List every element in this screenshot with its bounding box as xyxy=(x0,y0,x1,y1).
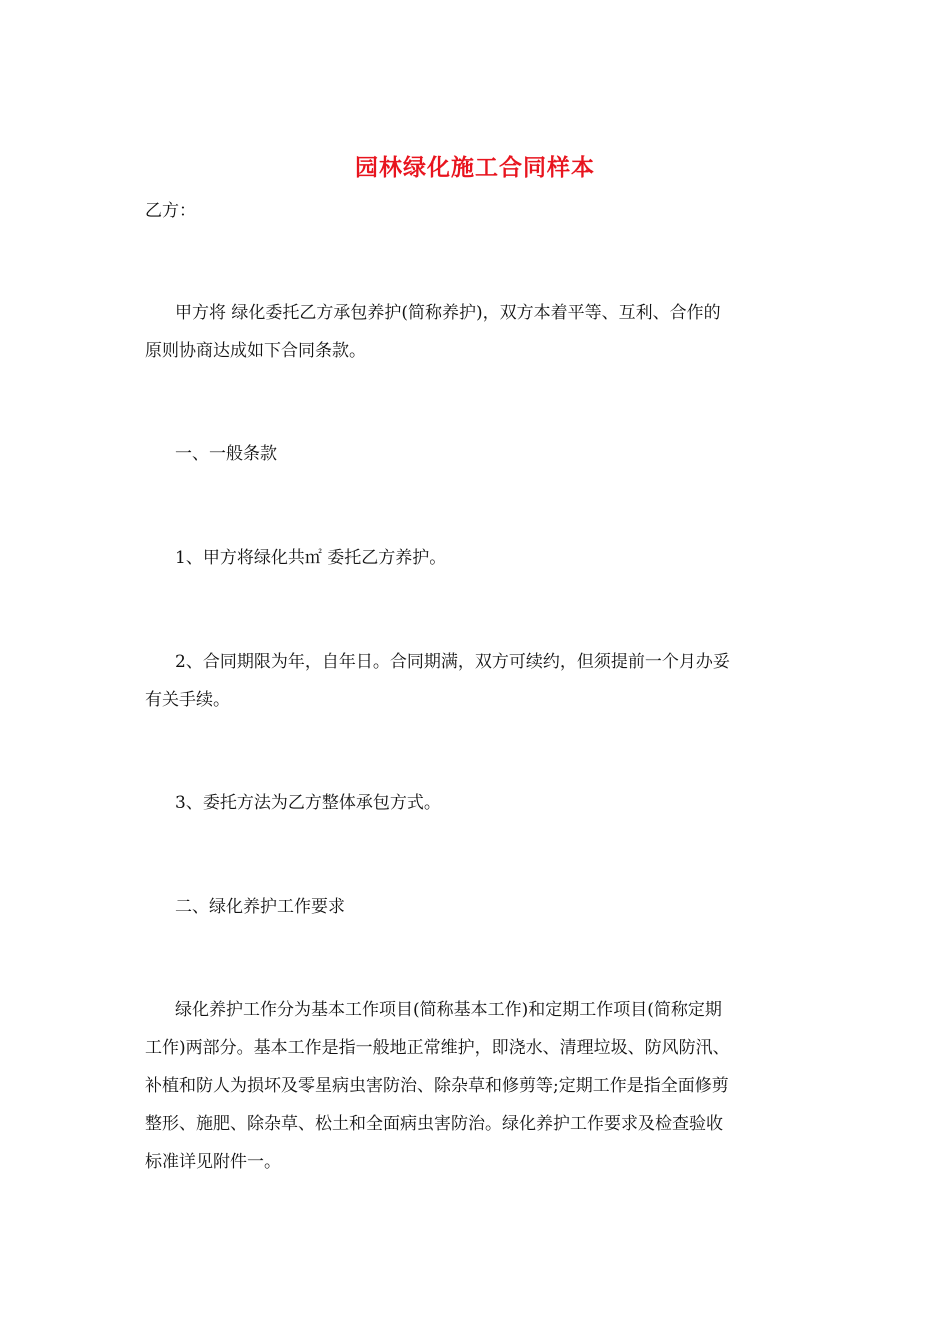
clause-1: 1、甲方将绿化共㎡ 委托乙方养护。 xyxy=(175,548,447,568)
clause-3: 3、委托方法为乙方整体承包方式。 xyxy=(175,793,441,813)
section2-body-line-4: 整形、施肥、除杂草、松土和全面病虫害防治。绿化养护工作要求及检查验收 xyxy=(145,1114,723,1134)
clause-2-line-2: 有关手续。 xyxy=(145,690,230,710)
clause-2-line-1: 2、合同期限为年，自年日。合同期满，双方可续约，但须提前一个月办妥 xyxy=(175,652,730,672)
section2-body-line-3: 补植和防人为损坏及零星病虫害防治、除杂草和修剪等;定期工作是指全面修剪 xyxy=(145,1076,729,1096)
party-b-label: 乙方： xyxy=(145,201,196,221)
intro-line-2: 原则协商达成如下合同条款。 xyxy=(145,341,366,361)
document-title: 园林绿化施工合同样本 xyxy=(355,154,595,181)
section2-body-line-2: 工作)两部分。基本工作是指一般地正常维护，即浇水、清理垃圾、防风防汛、 xyxy=(145,1038,730,1058)
section1-heading: 一、一般条款 xyxy=(175,444,277,464)
section2-heading: 二、绿化养护工作要求 xyxy=(175,897,345,917)
section2-body-line-1: 绿化养护工作分为基本工作项目(简称基本工作)和定期工作项目(简称定期 xyxy=(175,1000,722,1020)
section2-body-line-5: 标准详见附件一。 xyxy=(145,1152,281,1172)
intro-line-1: 甲方将 绿化委托乙方承包养护(简称养护)，双方本着平等、互利、合作的 xyxy=(175,303,721,323)
